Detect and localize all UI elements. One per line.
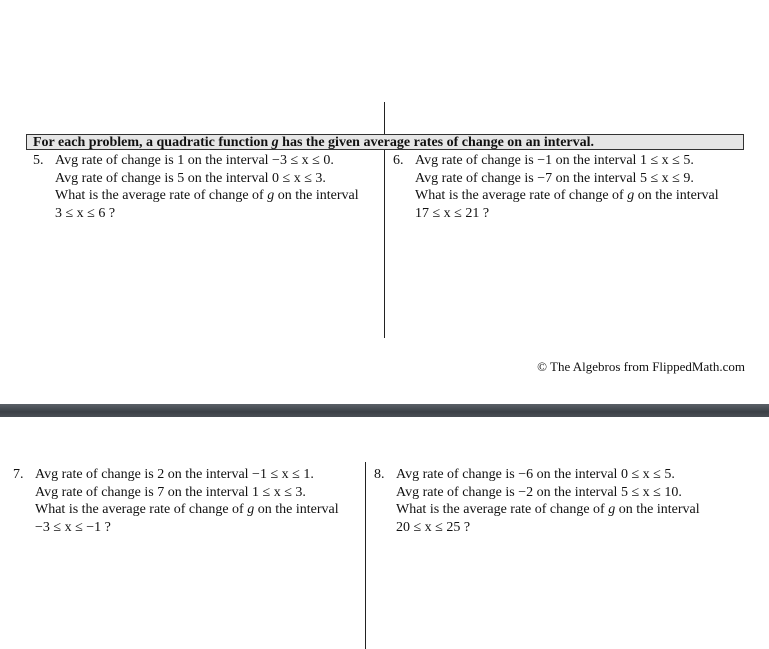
header-variable: g xyxy=(271,135,279,150)
problem-line-3 xyxy=(13,501,339,519)
problem-line-3 xyxy=(393,187,719,205)
problem-line-2: Avg rate of change is −7 on the interval 5 ≤ x ≤ 9. xyxy=(415,170,694,186)
problem-line-4: 17 ≤ x ≤ 21 ? xyxy=(415,205,490,221)
copyright-notice: © The Algebros from FlippedMath.com xyxy=(537,359,745,374)
problem-number: 6. xyxy=(393,153,404,168)
question-text-end: on the interval xyxy=(634,188,719,203)
header-text-end: has the given average rates of change on an interval. xyxy=(278,135,595,150)
question-text: What is the average rate of change of xyxy=(396,502,609,517)
function-variable: g xyxy=(627,188,635,203)
problem-line-1: Avg rate of change is 2 on the interval −1 ≤ x ≤ 1. xyxy=(35,467,314,482)
problem-line-3 xyxy=(374,501,700,519)
problem-line-4: −3 ≤ x ≤ −1 ? xyxy=(35,519,111,535)
function-variable: g xyxy=(247,502,255,517)
problem-line-2: Avg rate of change is −2 on the interval 5 ≤ x ≤ 10. xyxy=(396,484,682,500)
question-text-end: on the interval xyxy=(254,502,339,517)
question-text: What is the average rate of change of xyxy=(35,502,248,517)
problem-line-2: Avg rate of change is 5 on the interval 0 ≤ x ≤ 3. xyxy=(55,170,326,186)
problem-8 xyxy=(374,466,700,536)
column-divider-bottom xyxy=(365,462,366,649)
question-text: What is the average rate of change of xyxy=(415,188,628,203)
problem-line-1: Avg rate of change is 1 on the interval −3 ≤ x ≤ 0. xyxy=(55,153,334,168)
problem-number: 5. xyxy=(33,153,44,168)
problem-line-1: Avg rate of change is −6 on the interval 0 ≤ x ≤ 5. xyxy=(396,467,675,482)
function-variable: g xyxy=(608,502,616,517)
problem-line-4: 20 ≤ x ≤ 25 ? xyxy=(396,519,471,535)
question-text-end: on the interval xyxy=(274,188,359,203)
page-separator xyxy=(0,404,769,417)
instructions-header xyxy=(26,134,744,150)
problem-line-2: Avg rate of change is 7 on the interval 1 ≤ x ≤ 3. xyxy=(35,484,306,500)
problem-line-3 xyxy=(33,187,359,205)
worksheet-page-bottom xyxy=(0,417,769,649)
problem-5 xyxy=(33,152,359,222)
problem-number: 8. xyxy=(374,467,385,482)
question-text: What is the average rate of change of xyxy=(55,188,268,203)
problem-6 xyxy=(393,152,719,222)
problem-line-1: Avg rate of change is −1 on the interval 1 ≤ x ≤ 5. xyxy=(415,153,694,168)
header-text: For each problem, a quadratic function xyxy=(33,135,272,150)
problem-number: 7. xyxy=(13,467,24,482)
question-text-end: on the interval xyxy=(615,502,700,517)
function-variable: g xyxy=(267,188,275,203)
problem-7 xyxy=(13,466,339,536)
problem-line-4: 3 ≤ x ≤ 6 ? xyxy=(55,205,116,221)
